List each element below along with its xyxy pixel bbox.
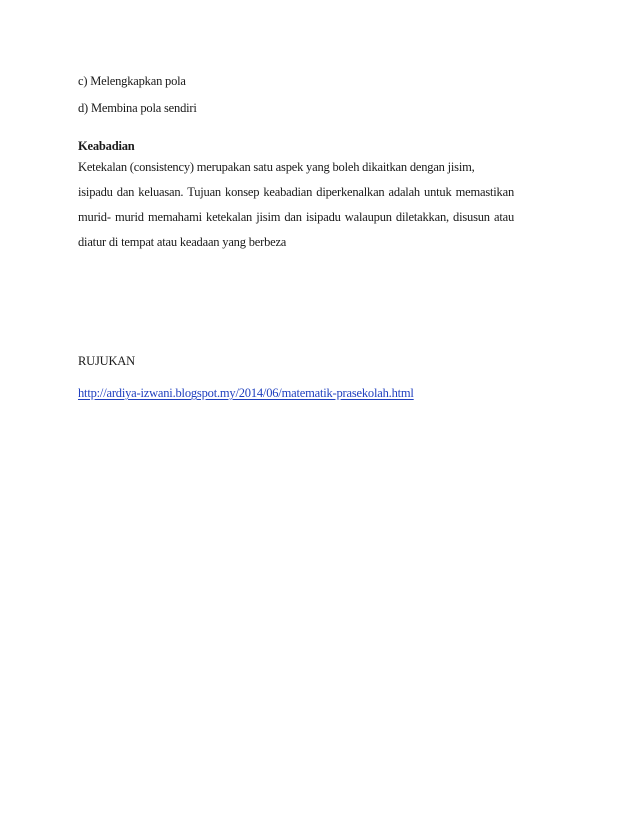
paragraph-line-1: Ketekalan (consistency) merupakan satu aspek yang boleh dikaitkan dengan jisim, — [78, 160, 475, 174]
reference-link[interactable]: http://ardiya-izwani.blogspot.my/2014/06/matematik-prasekolah.html — [78, 386, 414, 400]
paragraph-line-2: isipadu dan keluasan. Tujuan konsep keabadian diperkenalkan adalah untuk memastikan — [78, 185, 514, 199]
references-heading: RUJUKAN — [78, 354, 135, 368]
list-item-d: d) Membina pola sendiri — [78, 101, 197, 115]
paragraph-line-4: diatur di tempat atau keadaan yang berbeza — [78, 235, 287, 249]
list-item-c: c) Melengkapkan pola — [78, 74, 186, 88]
section-heading: Keabadian — [78, 139, 135, 153]
paragraph-line-3: murid- murid memahami ketekalan jisim dan isipadu walaupun diletakkan, disusun atau — [78, 210, 514, 224]
